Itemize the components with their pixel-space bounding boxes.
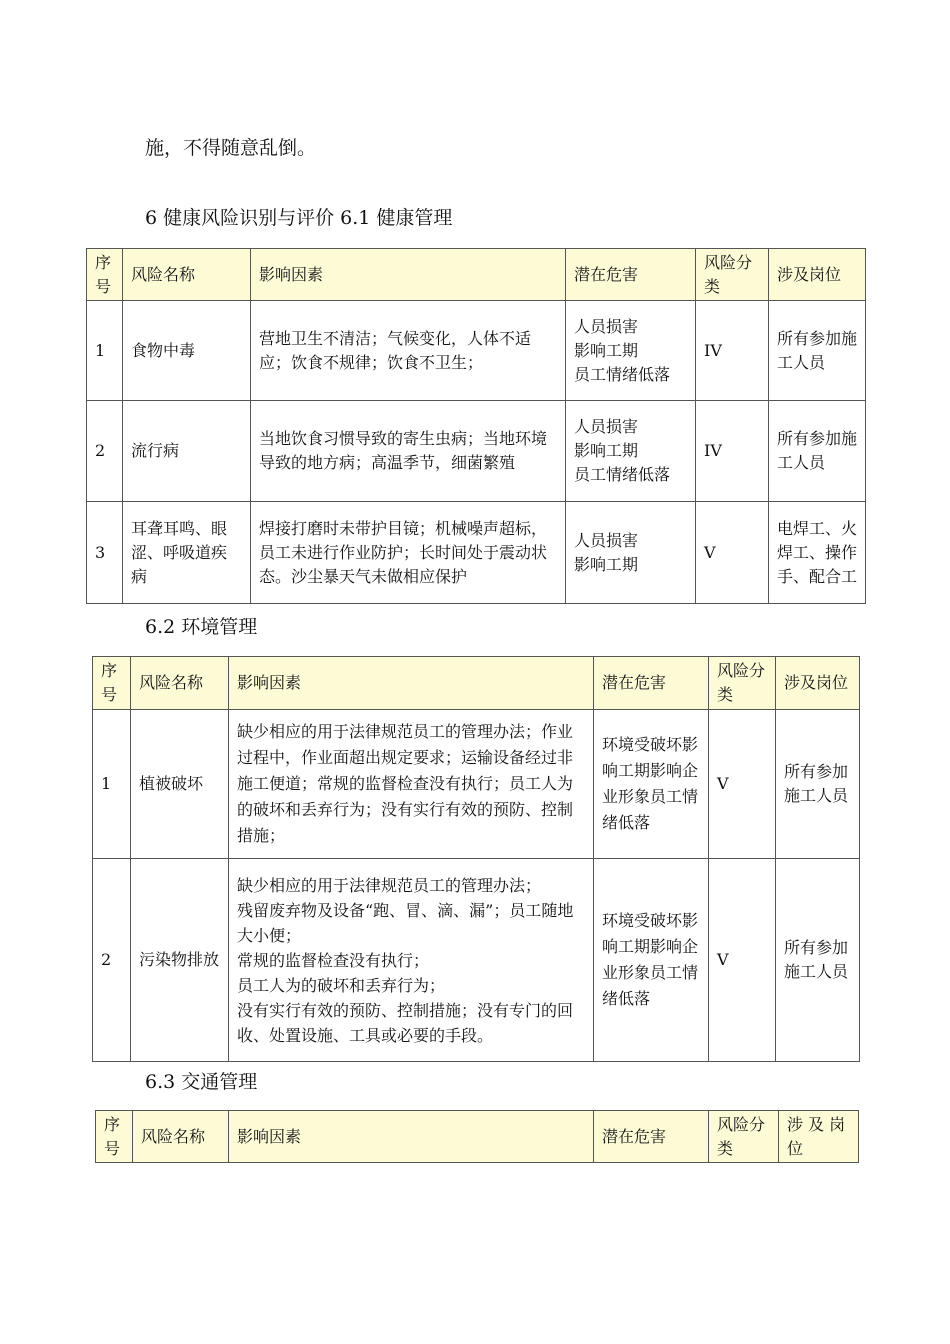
header-cell: 潜在危害 bbox=[594, 1111, 709, 1163]
risk-name: 耳聋耳鸣、眼涩、呼吸道疾病 bbox=[123, 502, 251, 604]
header-cell: 影响因素 bbox=[229, 1111, 594, 1163]
header-cell: 涉及岗位 bbox=[776, 657, 860, 710]
header-cell: 涉 及 岗位 bbox=[779, 1111, 859, 1163]
affected-posts: 所有参加施工人员 bbox=[769, 301, 866, 401]
risk-class: IV bbox=[696, 401, 769, 502]
header-cell: 潜在危害 bbox=[594, 657, 709, 710]
header-cell: 风险名称 bbox=[131, 657, 229, 710]
risk-class: V bbox=[709, 859, 776, 1062]
row-number: 2 bbox=[87, 401, 123, 502]
header-cell: 风险分类 bbox=[709, 1111, 779, 1163]
table-row bbox=[87, 301, 866, 401]
row-number: 3 bbox=[87, 502, 123, 604]
factor-line: 缺少相应的用于法律规范员工的管理办法； bbox=[237, 875, 542, 895]
risk-factors: 营地卫生不清洁；气候变化，人体不适应；饮食不规律；饮食不卫生； bbox=[251, 301, 566, 401]
table-header-row bbox=[87, 249, 866, 301]
risk-class: V bbox=[709, 710, 776, 859]
factor-line: 员工人为的破坏和丢弃行为； bbox=[237, 975, 446, 995]
traffic-risk-table bbox=[95, 1110, 859, 1163]
table-row bbox=[93, 859, 860, 1062]
header-cell: 风险分类 bbox=[696, 249, 769, 301]
table-row bbox=[93, 710, 860, 859]
environment-risk-table bbox=[92, 656, 860, 1062]
affected-posts: 所有参加施工人员 bbox=[776, 710, 860, 859]
potential-hazard: 人员损害 影响工期 员工情绪低落 bbox=[566, 301, 696, 401]
section-heading-environment: 6.2 环境管理 bbox=[145, 616, 258, 638]
risk-factors: 缺少相应的用于法律规范员工的管理办法；作业过程中，作业面超出规定要求；运输设备经过非施工便道；常规的监督检查没有执行；员工人为的破坏和丢弃行为；没有实行有效的预防、控制措施； bbox=[229, 710, 594, 859]
intro-line: 施，不得随意乱倒。 bbox=[145, 137, 317, 159]
factor-line: 常规的监督检查没有执行； bbox=[237, 950, 430, 970]
header-cell: 序号 bbox=[87, 249, 123, 301]
affected-posts: 所有参加施工人员 bbox=[769, 401, 866, 502]
section-heading-health: 6 健康风险识别与评价 6.1 健康管理 bbox=[145, 207, 453, 229]
affected-posts: 电焊工、火焊工、操作手、配合工 bbox=[769, 502, 866, 604]
health-risk-table bbox=[86, 248, 866, 604]
potential-hazard: 环境受破坏影响工期影响企业形象员工情绪低落 bbox=[594, 710, 709, 859]
risk-class: V bbox=[696, 502, 769, 604]
risk-factors bbox=[229, 859, 594, 1062]
header-cell: 风险分类 bbox=[709, 657, 776, 710]
row-number: 1 bbox=[93, 710, 131, 859]
row-number: 1 bbox=[87, 301, 123, 401]
risk-name: 食物中毒 bbox=[123, 301, 251, 401]
factor-line: 残留废弃物及设备“跑、冒、滴、漏”；员工随地大小便； bbox=[237, 900, 574, 945]
potential-hazard: 人员损害 影响工期 bbox=[566, 502, 696, 604]
header-cell: 影响因素 bbox=[229, 657, 594, 710]
risk-class: IV bbox=[696, 301, 769, 401]
table-header-row bbox=[96, 1111, 859, 1163]
risk-name: 污染物排放 bbox=[131, 859, 229, 1062]
affected-posts: 所有参加施工人员 bbox=[776, 859, 860, 1062]
header-cell: 序号 bbox=[96, 1111, 133, 1163]
header-cell: 序号 bbox=[93, 657, 131, 710]
header-cell: 风险名称 bbox=[133, 1111, 229, 1163]
factor-line: 没有实行有效的预防、控制措施；没有专门的回收、处置设施、工具或必要的手段。 bbox=[237, 1000, 574, 1045]
risk-name: 植被破坏 bbox=[131, 710, 229, 859]
risk-factors: 焊接打磨时未带护目镜；机械噪声超标，员工未进行作业防护；长时间处于震动状态。沙尘暴天气未做相应保护 bbox=[251, 502, 566, 604]
header-cell: 风险名称 bbox=[123, 249, 251, 301]
header-cell: 涉及岗位 bbox=[769, 249, 866, 301]
table-row bbox=[87, 401, 866, 502]
risk-name: 流行病 bbox=[123, 401, 251, 502]
table-row bbox=[87, 502, 866, 604]
risk-factors: 当地饮食习惯导致的寄生虫病；当地环境导致的地方病；高温季节，细菌繁殖 bbox=[251, 401, 566, 502]
potential-hazard: 人员损害 影响工期 员工情绪低落 bbox=[566, 401, 696, 502]
table-header-row bbox=[93, 657, 860, 710]
row-number: 2 bbox=[93, 859, 131, 1062]
section-heading-traffic: 6.3 交通管理 bbox=[145, 1071, 258, 1093]
header-cell: 影响因素 bbox=[251, 249, 566, 301]
potential-hazard: 环境受破坏影响工期影响企业形象员工情绪低落 bbox=[594, 859, 709, 1062]
header-cell: 潜在危害 bbox=[566, 249, 696, 301]
